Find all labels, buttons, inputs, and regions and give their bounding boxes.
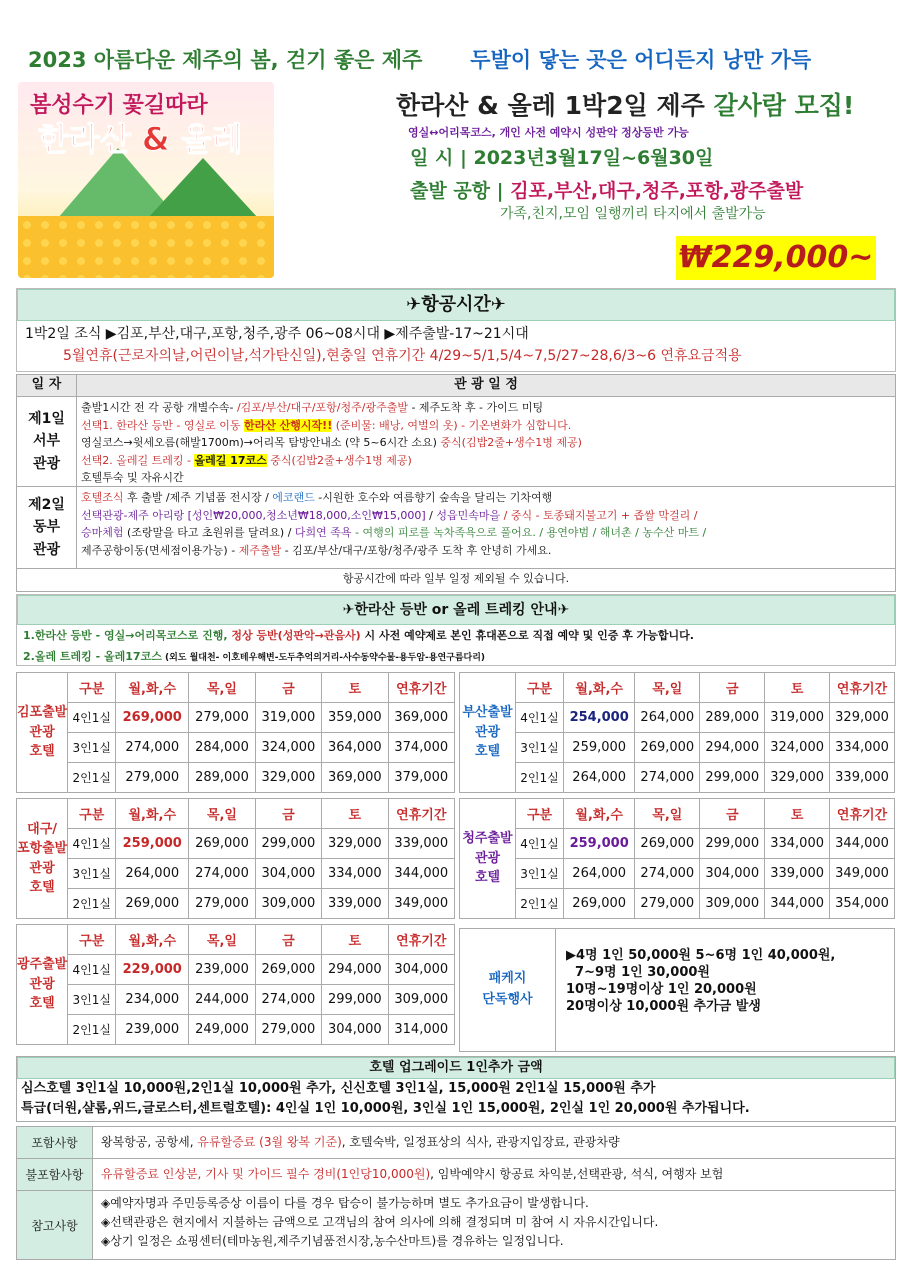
room-type: 4인1실 bbox=[68, 955, 116, 985]
price-table-gimpo bbox=[16, 672, 455, 793]
price-cell: 269,000 bbox=[635, 733, 700, 763]
price-cell: 359,000 bbox=[322, 703, 388, 733]
price-cell: 314,000 bbox=[388, 1015, 454, 1045]
table-row bbox=[17, 703, 455, 733]
price-cell: 264,000 bbox=[564, 763, 635, 793]
price-cell: 274,000 bbox=[255, 985, 321, 1015]
column-header: 토 bbox=[322, 673, 388, 703]
price-cell: 309,000 bbox=[388, 985, 454, 1015]
price-cell: 329,000 bbox=[322, 829, 388, 859]
price-cell: 294,000 bbox=[700, 733, 765, 763]
price-cell: 254,000 bbox=[564, 703, 635, 733]
departure-category: 부산출발 관광 호텔 bbox=[460, 673, 516, 793]
flower-field bbox=[18, 216, 274, 278]
column-header: 월,화,수 bbox=[564, 799, 635, 829]
trek-section bbox=[16, 594, 896, 666]
headline-right: 두발이 닿는 곳은 어디든지 낭만 가득 bbox=[470, 48, 812, 72]
package-line: 20명이상 10,000원 추가금 발생 bbox=[566, 999, 761, 1014]
price-cell: 319,000 bbox=[765, 703, 830, 733]
table-row bbox=[17, 859, 455, 889]
departure-cities: 김포,부산,대구,청주,포항,광주출발 bbox=[510, 180, 804, 202]
price-cell: 239,000 bbox=[189, 955, 255, 985]
column-header: 월,화,수 bbox=[116, 799, 189, 829]
package-box bbox=[459, 928, 895, 1052]
room-type: 4인1실 bbox=[68, 829, 116, 859]
table-row bbox=[17, 763, 455, 793]
price-cell: 264,000 bbox=[564, 859, 635, 889]
col-date: 일 자 bbox=[17, 375, 77, 396]
price-table-busan bbox=[459, 672, 895, 793]
room-type: 3인1실 bbox=[68, 985, 116, 1015]
price-table-daegu bbox=[16, 798, 455, 919]
notes-row bbox=[17, 1191, 895, 1259]
price-cell: 369,000 bbox=[322, 763, 388, 793]
price-cell: 264,000 bbox=[116, 859, 189, 889]
price-cell: 279,000 bbox=[255, 1015, 321, 1045]
room-type: 4인1실 bbox=[68, 703, 116, 733]
price-cell: 339,000 bbox=[388, 829, 454, 859]
trek-title: ✈한라산 등반 or 올레 트레킹 안내✈ bbox=[17, 595, 895, 625]
price-cell: 299,000 bbox=[700, 829, 765, 859]
package-line: 7~9명 1인 30,000원 bbox=[566, 965, 710, 980]
column-header: 토 bbox=[322, 799, 388, 829]
departure-category: 김포출발 관광 호텔 bbox=[17, 673, 68, 793]
price-cell: 259,000 bbox=[564, 829, 635, 859]
table-row bbox=[17, 829, 455, 859]
upgrade-section bbox=[16, 1056, 896, 1122]
package-line: ▶4명 1인 50,000원 5~6명 1인 40,000원, bbox=[566, 948, 836, 963]
room-type: 3인1실 bbox=[516, 733, 564, 763]
price-table-gwangju bbox=[16, 924, 455, 1045]
table-row bbox=[460, 829, 895, 859]
date-range: 일 시 | 2023년3월17일~6월30일 bbox=[410, 147, 714, 169]
upgrade-line-2: 특급(더원,샬롬,위드,글로스터,센트럴호텔): 4인실 1인 10,000원, 3인실 1인 15,000원, 2인실 1인 20,000원 추가됩니다. bbox=[21, 1101, 750, 1116]
room-type: 3인1실 bbox=[68, 859, 116, 889]
day2-row bbox=[17, 487, 895, 569]
price-cell: 269,000 bbox=[116, 703, 189, 733]
day1-line: 선택1. 한라산 등반 - 영실로 이동 한라산 산행시작!! (준비물: 배낭, 여벌의 옷) - 기온변화가 심합니다. bbox=[81, 418, 572, 432]
price-cell: 274,000 bbox=[635, 763, 700, 793]
price-cell: 329,000 bbox=[765, 763, 830, 793]
included-label: 포함사항 bbox=[17, 1127, 93, 1158]
price-cell: 334,000 bbox=[830, 733, 895, 763]
price-cell: 249,000 bbox=[189, 1015, 255, 1045]
day1-label: 제1일 서부 관광 bbox=[17, 397, 77, 486]
column-header: 월,화,수 bbox=[116, 925, 189, 955]
price-cell: 339,000 bbox=[830, 763, 895, 793]
price-cell: 304,000 bbox=[322, 1015, 388, 1045]
price-cell: 369,000 bbox=[388, 703, 454, 733]
day2-line: 선택관광-제주 아리랑 [성인₩20,000,청소년₩18,000,소인₩15,000] / 성읍민속마을 / 중식 - 토종돼지불고기 + 좁쌀 막걸리 / bbox=[81, 508, 698, 522]
price-cell: 334,000 bbox=[322, 859, 388, 889]
holiday-note: 5월연휴(근로자의날,어린이날,석가탄신일),현충일 연휴기간 4/29~5/1,5/4~7,5/27~28,6/3~6 연휴요금적용 bbox=[63, 348, 742, 364]
table-row bbox=[17, 1015, 455, 1045]
flight-title: ✈항공시간✈ bbox=[17, 289, 895, 321]
column-header: 목,일 bbox=[189, 925, 255, 955]
price-cell: 294,000 bbox=[322, 955, 388, 985]
column-header: 토 bbox=[322, 925, 388, 955]
room-type: 4인1실 bbox=[516, 829, 564, 859]
note-item: ◈예약자명과 주민등록증상 이름이 다를 경우 탑승이 불가능하며 별도 추가요금이 발생합니다. bbox=[101, 1196, 589, 1210]
flight-times: 1박2일 조식 ▶김포,부산,대구,포항,청주,광주 06~08시대 ▶제주출발-17~21시대 bbox=[25, 326, 529, 342]
day1-line: 선택2. 올레길 트레킹 - 올레길 17코스 중식(김밥2줄+생수1병 제공) bbox=[81, 453, 412, 467]
column-header: 구분 bbox=[516, 673, 564, 703]
price-cell: 264,000 bbox=[635, 703, 700, 733]
course-note: 영실↔어리목코스, 개인 사전 예약시 성판악 정상등반 가능 bbox=[408, 126, 689, 139]
price-cell: 374,000 bbox=[388, 733, 454, 763]
itinerary-table bbox=[16, 374, 896, 592]
column-header: 구분 bbox=[516, 799, 564, 829]
column-header: 토 bbox=[765, 799, 830, 829]
price-cell: 284,000 bbox=[189, 733, 255, 763]
price-cell: 324,000 bbox=[765, 733, 830, 763]
price-cell: 379,000 bbox=[388, 763, 454, 793]
price-cell: 309,000 bbox=[700, 889, 765, 919]
poster-image bbox=[18, 82, 274, 278]
room-type: 3인1실 bbox=[68, 733, 116, 763]
room-type: 4인1실 bbox=[516, 703, 564, 733]
price-cell: 339,000 bbox=[765, 859, 830, 889]
day2-line: 제주공항이동(면세점이용가능) - 제주출발 - 김포/부산/대구/포항/청주/광주 도착 후 안녕히 가세요. bbox=[81, 543, 552, 557]
column-header: 금 bbox=[255, 673, 321, 703]
price-cell: 279,000 bbox=[116, 763, 189, 793]
table-row bbox=[460, 703, 895, 733]
price-cell: 239,000 bbox=[116, 1015, 189, 1045]
flight-section bbox=[16, 288, 896, 372]
price-cell: 274,000 bbox=[116, 733, 189, 763]
price-cell: 269,000 bbox=[189, 829, 255, 859]
price-cell: 349,000 bbox=[388, 889, 454, 919]
excluded-row bbox=[17, 1159, 895, 1191]
notes-value bbox=[93, 1191, 895, 1259]
price-cell: 299,000 bbox=[322, 985, 388, 1015]
price-cell: 339,000 bbox=[322, 889, 388, 919]
table-row bbox=[17, 985, 455, 1015]
price-cell: 269,000 bbox=[635, 829, 700, 859]
price-cell: 269,000 bbox=[564, 889, 635, 919]
column-header: 구분 bbox=[68, 799, 116, 829]
table-row bbox=[460, 889, 895, 919]
table-row bbox=[460, 859, 895, 889]
day2-body bbox=[77, 487, 895, 568]
day1-line: 호텔투숙 및 자유시간 bbox=[81, 471, 184, 484]
column-header: 월,화,수 bbox=[116, 673, 189, 703]
departure-airports bbox=[410, 176, 803, 203]
price-cell: 274,000 bbox=[189, 859, 255, 889]
upgrade-title: 호텔 업그레이드 1인추가 금액 bbox=[17, 1057, 895, 1079]
column-header: 목,일 bbox=[189, 673, 255, 703]
price-cell: 274,000 bbox=[635, 859, 700, 889]
day2-line: 승마체험 (조랑말을 타고 초원위를 달려요) / 다희연 족욕 - 여행의 피로를 녹차족욕으로 풀어요. / 용연야범 / 해녀촌 / 농수산 마트 / bbox=[81, 526, 707, 539]
notes-label: 참고사항 bbox=[17, 1191, 93, 1259]
table-row bbox=[17, 733, 455, 763]
day1-line: 영실코스→윗세오름(해발1700m)→어리목 탐방안내소 (약 5~6시간 소요) 중식(김밥2줄+생수1병 제공) bbox=[81, 436, 582, 449]
column-header: 연휴기간 bbox=[830, 799, 895, 829]
table-row bbox=[460, 763, 895, 793]
room-type: 3인1실 bbox=[516, 859, 564, 889]
price-cell: 319,000 bbox=[255, 703, 321, 733]
day1-row bbox=[17, 397, 895, 487]
price-cell: 279,000 bbox=[189, 889, 255, 919]
price-cell: 324,000 bbox=[255, 733, 321, 763]
price-cell: 344,000 bbox=[830, 829, 895, 859]
price-cell: 299,000 bbox=[700, 763, 765, 793]
itinerary-header bbox=[17, 375, 895, 397]
price-cell: 329,000 bbox=[830, 703, 895, 733]
column-header: 목,일 bbox=[635, 673, 700, 703]
trek-line-1: 1.한라산 등반 - 영실→어리목코스로 진행, 정상 등반(성판악→관음사) 시 사전 예약제로 본인 휴대폰으로 직접 예약 및 인증 후 가능합니다. bbox=[23, 629, 694, 642]
poster-title-small: 봄성수기 꽃길따라 bbox=[30, 93, 208, 118]
note-item: ◈상기 일정은 쇼핑센터(테마농원,제주기념품전시장,농수산마트)를 경유하는 일정입니다. bbox=[101, 1234, 564, 1248]
price-cell: 269,000 bbox=[116, 889, 189, 919]
price-cell: 349,000 bbox=[830, 859, 895, 889]
trek-line-2: 2.올레 트레킹 - 올레17코스 (외도 월대천- 이호테우해변-도두추억의거리-사수동약수물-용두암-용연구름다리) bbox=[23, 650, 486, 663]
column-header: 연휴기간 bbox=[388, 799, 454, 829]
terms-table bbox=[16, 1126, 896, 1260]
price-cell: 259,000 bbox=[564, 733, 635, 763]
price-cell: 289,000 bbox=[189, 763, 255, 793]
title-highlight: 갈사람 모집! bbox=[713, 91, 855, 120]
price-cell: 304,000 bbox=[255, 859, 321, 889]
column-header: 목,일 bbox=[189, 799, 255, 829]
schedule-note: 항공시간에 따라 일부 일정 제외될 수 있습니다. bbox=[342, 572, 570, 585]
price-cell: 364,000 bbox=[322, 733, 388, 763]
column-header: 연휴기간 bbox=[830, 673, 895, 703]
room-type: 2인1실 bbox=[516, 889, 564, 919]
page-title bbox=[396, 86, 854, 122]
departure-category: 대구/ 포항출발 관광 호텔 bbox=[17, 799, 68, 919]
table-row bbox=[17, 955, 455, 985]
departure-note: 가족,친지,모임 일행끼리 타지에서 출발가능 bbox=[500, 206, 766, 222]
price-cell: 279,000 bbox=[635, 889, 700, 919]
column-header: 금 bbox=[255, 799, 321, 829]
note-item: ◈선택관광은 현지에서 지불하는 금액으로 고객님의 참여 의사에 의해 결정되며 미 참여 시 자유시간입니다. bbox=[101, 1215, 659, 1229]
price-cell: 344,000 bbox=[388, 859, 454, 889]
departure-label: 출발 공항 | bbox=[410, 180, 511, 202]
column-header: 연휴기간 bbox=[388, 925, 454, 955]
price-cell: 309,000 bbox=[255, 889, 321, 919]
column-header: 연휴기간 bbox=[388, 673, 454, 703]
price-cell: 229,000 bbox=[116, 955, 189, 985]
price-cell: 269,000 bbox=[255, 955, 321, 985]
day2-line: 호텔조식 후 출발 /제주 기념품 전시장 / 에코랜드 -시원한 호수와 여름향기 숲속을 달리는 기차여행 bbox=[81, 491, 553, 504]
poster-title-large: 한라산 & 올레 bbox=[38, 120, 243, 158]
departure-category: 광주출발 관광 호텔 bbox=[17, 925, 68, 1045]
room-type: 2인1실 bbox=[68, 1015, 116, 1045]
column-header: 월,화,수 bbox=[564, 673, 635, 703]
included-value: 왕복항공, 공항세, 유류할증료 (3월 왕복 기준), 호텔숙박, 일정표상의 식사, 관광지입장료, 관광차량 bbox=[101, 1135, 620, 1149]
price-cell: 299,000 bbox=[255, 829, 321, 859]
price-badge: ₩229,000~ bbox=[676, 236, 876, 280]
table-row bbox=[17, 889, 455, 919]
column-header: 금 bbox=[700, 673, 765, 703]
package-line: 10명~19명이상 1인 20,000원 bbox=[566, 982, 757, 997]
column-header: 구분 bbox=[68, 673, 116, 703]
column-header: 목,일 bbox=[635, 799, 700, 829]
price-cell: 344,000 bbox=[765, 889, 830, 919]
day2-label: 제2일 동부 관광 bbox=[17, 487, 77, 568]
upgrade-line-1: 심스호텔 3인1실 10,000원,2인1실 10,000원 추가, 신신호텔 3인1실, 15,000원 2인1실 15,000원 추가 bbox=[21, 1081, 656, 1096]
price-cell: 259,000 bbox=[116, 829, 189, 859]
price-cell: 289,000 bbox=[700, 703, 765, 733]
headline-left: 2023 아름다운 제주의 봄, 걷기 좋은 제주 bbox=[28, 48, 423, 72]
excluded-value: 유류할증료 인상분, 기사 및 가이드 필수 경비(1인당10,000원), 임박예약시 항공료 차익분,선택관광, 석식, 여행자 보험 bbox=[101, 1167, 724, 1181]
col-schedule: 관 광 일 정 bbox=[454, 377, 518, 392]
headline bbox=[28, 44, 888, 80]
column-header: 금 bbox=[700, 799, 765, 829]
room-type: 2인1실 bbox=[68, 889, 116, 919]
price-cell: 244,000 bbox=[189, 985, 255, 1015]
price-table-cheongju bbox=[459, 798, 895, 919]
price-cell: 354,000 bbox=[830, 889, 895, 919]
day1-body bbox=[77, 397, 895, 486]
column-header: 구분 bbox=[68, 925, 116, 955]
column-header: 금 bbox=[255, 925, 321, 955]
price-cell: 334,000 bbox=[765, 829, 830, 859]
room-type: 2인1실 bbox=[516, 763, 564, 793]
package-body bbox=[556, 929, 835, 1051]
day1-line: 출발1시간 전 각 공항 개별수속- /김포/부산/대구/포항/청주/광주출발 - 제주도착 후 - 가이드 미팅 bbox=[81, 401, 544, 414]
included-row bbox=[17, 1127, 895, 1159]
price-cell: 279,000 bbox=[189, 703, 255, 733]
package-label: 패케지 단독행사 bbox=[460, 929, 556, 1051]
price-cell: 304,000 bbox=[388, 955, 454, 985]
column-header: 토 bbox=[765, 673, 830, 703]
excluded-label: 불포함사항 bbox=[17, 1159, 93, 1190]
room-type: 2인1실 bbox=[68, 763, 116, 793]
title-main: 한라산 & 올레 1박2일 제주 bbox=[396, 91, 714, 120]
mountain-icon bbox=[148, 158, 258, 218]
price-cell: 234,000 bbox=[116, 985, 189, 1015]
price-cell: 329,000 bbox=[255, 763, 321, 793]
table-row bbox=[460, 733, 895, 763]
departure-category: 청주출발 관광 호텔 bbox=[460, 799, 516, 919]
price-cell: 304,000 bbox=[700, 859, 765, 889]
